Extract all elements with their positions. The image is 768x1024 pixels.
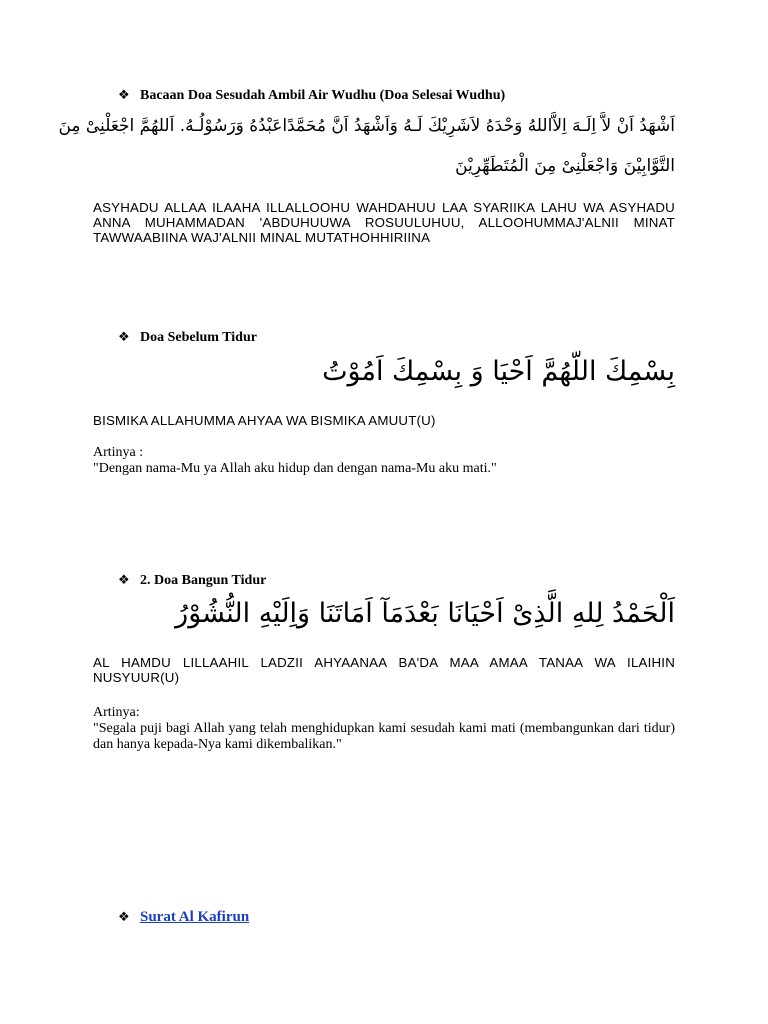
heading-label: 2. Doa Bangun Tidur [140, 573, 267, 588]
diamond-bullet-icon: ❖ [118, 910, 130, 925]
meaning-paragraph [93, 705, 675, 753]
meaning-label: Artinya: [93, 705, 140, 720]
diamond-bullet-icon: ❖ [118, 330, 130, 345]
heading-label: Doa Sebelum Tidur [140, 330, 257, 345]
arabic-text: اَلْحَمْدُ لِلهِ الَّذِىْ اَحْيَانَا بَعْدَمَآ اَمَاتَنَا وَاِلَيْهِ النُّشُوْرُ [175, 598, 675, 629]
section-heading-doa-sebelum-tidur [118, 329, 257, 346]
section-heading-surat-al-kafirun[interactable] [118, 909, 249, 926]
meaning-paragraph [93, 445, 675, 477]
arabic-text-line-1: اَشْهَدُ اَنْ لاَّ اِلَـهَ اِلاَّاللهُ وَحْدَهُ لاَشَرِيْكَ لَـهُ وَاَشْهَدُ اَنَّ مُحَمَّدًاعَبْدُهُ وَرَسُوْلُـهُ. اَللهُمَّ اجْعَلْنِىْ مِنَ [58, 116, 675, 136]
section-heading-doa-bangun-tidur [118, 572, 266, 589]
section-heading-doa-wudhu [118, 87, 505, 104]
arabic-text: بِسْمِكَ اللّهُمَّ اَحْيَا وَ بِسْمِكَ اَمُوْتُ [322, 356, 675, 387]
meaning-label: Artinya : [93, 445, 144, 460]
arabic-text-line-2: التَّوَّابِيْنَ وَاجْعَلْنِىْ مِنَ الْمُتَطَهِّرِيْنَ [455, 156, 675, 176]
heading-label: Bacaan Doa Sesudah Ambil Air Wudhu (Doa Selesai Wudhu) [140, 88, 506, 103]
transliteration-text: AL HAMDU LILLAAHIL LADZII AHYAANAA BA'DA MAA AMAA TANAA WA ILAIHIN NUSYUUR(U) [93, 655, 675, 685]
meaning-text: "Dengan nama-Mu ya Allah aku hidup dan dengan nama-Mu aku mati." [93, 461, 497, 476]
transliteration-text: ASYHADU ALLAA ILAAHA ILLALLOOHU WAHDAHUU LAA SYARIIKA LAHU WA ASYHADU ANNA MUHAMMADAN 'ABDUHUUWA ROSUULUHUU, ALLOOHUMMAJ'ALNII MINAT TAWWAABIINA WAJ'ALNII MINAL MUTATHOHHIRIINA [93, 200, 675, 245]
diamond-bullet-icon: ❖ [118, 573, 130, 588]
transliteration-text: BISMIKA ALLAHUMMA AHYAA WA BISMIKA AMUUT(U) [93, 413, 436, 428]
diamond-bullet-icon: ❖ [118, 88, 130, 103]
meaning-text: "Segala puji bagi Allah yang telah menghidupkan kami sesudah kami mati (membangunkan dari tidur) dan hanya kepada-Nya kami dikembalikan." [93, 721, 675, 752]
surat-al-kafirun-link[interactable]: Surat Al Kafirun [140, 909, 250, 925]
